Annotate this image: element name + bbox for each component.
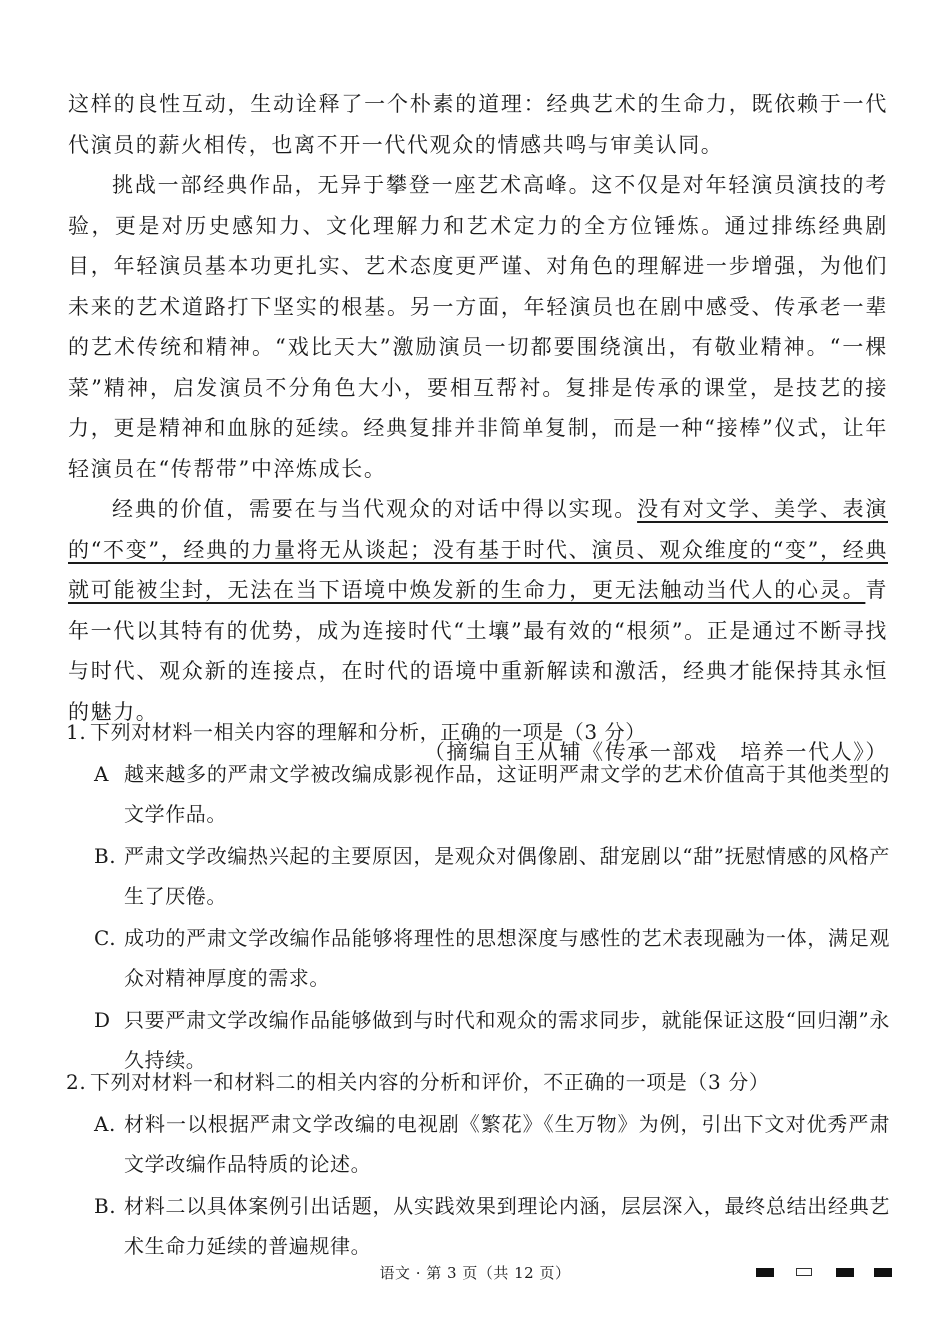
question-1-text: 下列对材料一相关内容的理解和分析，正确的一项是（3 分） [90, 720, 646, 744]
question-2-option-a [66, 1104, 890, 1184]
passage-paragraph-1: 这样的良性互动，生动诠释了一个朴素的道理：经典艺术的生命力，既依赖于一代代演员的薪火相传，也离不开一代代观众的情感共鸣与审美认同。 [68, 92, 888, 157]
question-2-text: 下列对材料一和材料二的相关内容的分析和评价，不正确的一项是（3 分） [90, 1070, 770, 1094]
passage-paragraph-2: 挑战一部经典作品，无异于攀登一座艺术高峰。这不仅是对年轻演员演技的考验，更是对历史感知力、文化理解力和艺术定力的全方位锤炼。通过排练经典剧目，年轻演员基本功更扎实、艺术态度更严谨、对角色的理解进一步增强，为他们未来的艺术道路打下坚实的根基。另一方面，年轻演员也在剧中感受、传承老一辈的艺术传统和精神。“戏比天大”激励演员一切都要围绕演出，有敬业精神。“一棵菜”精神，启发演员不分角色大小，要相互帮衬。复排是传承的课堂，是技艺的接力，更是精神和血脉的延续。经典复排并非简单复制，而是一种“接棒”仪式，让年轻演员在“传帮带”中淬炼成长。 [68, 173, 888, 481]
question-2-number: 2. [66, 1070, 87, 1094]
option-text: 成功的严肃文学改编作品能够将理性的思想深度与感性的艺术表现融为一体，满足观众对精神厚度的需求。 [124, 926, 890, 990]
question-1-number: 1. [66, 720, 87, 744]
option-text: 只要严肃文学改编作品能够做到与时代和观众的需求同步，就能保证这股“回归潮”永久持续。 [124, 1008, 890, 1072]
reading-passage [68, 84, 888, 773]
scan-mark-solid [756, 1268, 774, 1277]
question-1 [66, 712, 890, 1080]
option-key: D [94, 1008, 111, 1032]
underlined-sentence: 没有对文学、美学、表演的“不变”，经典的力量将无从谈起；没有基于时代、演员、观众维度的“变”，经典就可能被尘封，无法在当下语境中焕发新的生命力，更无法触动当代人的心灵。 [68, 497, 888, 602]
question-1-option-c [66, 918, 890, 998]
question-1-option-b [66, 836, 890, 916]
option-text: 材料一以根据严肃文学改编的电视剧《繁花》《生万物》为例，引出下文对优秀严肃文学改编作品特质的论述。 [124, 1112, 890, 1176]
question-2 [66, 1062, 890, 1266]
question-1-stem [66, 712, 890, 752]
option-key: B. [94, 844, 117, 868]
scan-mark-hollow [796, 1268, 812, 1276]
scan-mark-solid [874, 1268, 892, 1277]
paragraph-3-tail: 青年一代以其特有的优势，成为连接时代“土壤”最有效的“根须”。正是通过不断寻找与时代、观众新的连接点，在时代的语境中重新解读和激活，经典才能保持其永恒的魅力。 [68, 578, 888, 724]
passage-paragraph-3 [68, 489, 888, 732]
passage-source: （摘编自王从辅《传承一部戏 培养一代人》） [423, 740, 888, 764]
option-key: A. [94, 1112, 117, 1136]
option-key: A [94, 762, 110, 786]
question-2-option-b [66, 1186, 890, 1266]
option-key: C. [94, 926, 117, 950]
paragraph-3-lead: 经典的价值，需要在与当代观众的对话中得以实现。 [112, 497, 638, 521]
question-1-option-a [66, 754, 890, 834]
question-2-stem [66, 1062, 890, 1102]
page-footer: 语文 · 第 3 页（共 12 页） [379, 1264, 571, 1282]
option-text: 越来越多的严肃文学被改编成影视作品，这证明严肃文学的艺术价值高于其他类型的文学作品。 [124, 762, 890, 826]
scan-mark-solid [836, 1268, 854, 1277]
option-text: 材料二以具体案例引出话题，从实践效果到理论内涵，层层深入，最终总结出经典艺术生命力延续的普遍规律。 [124, 1194, 890, 1258]
option-text: 严肃文学改编热兴起的主要原因，是观众对偶像剧、甜宠剧以“甜”抚慰情感的风格产生了厌倦。 [124, 844, 890, 908]
option-key: B. [94, 1194, 117, 1218]
